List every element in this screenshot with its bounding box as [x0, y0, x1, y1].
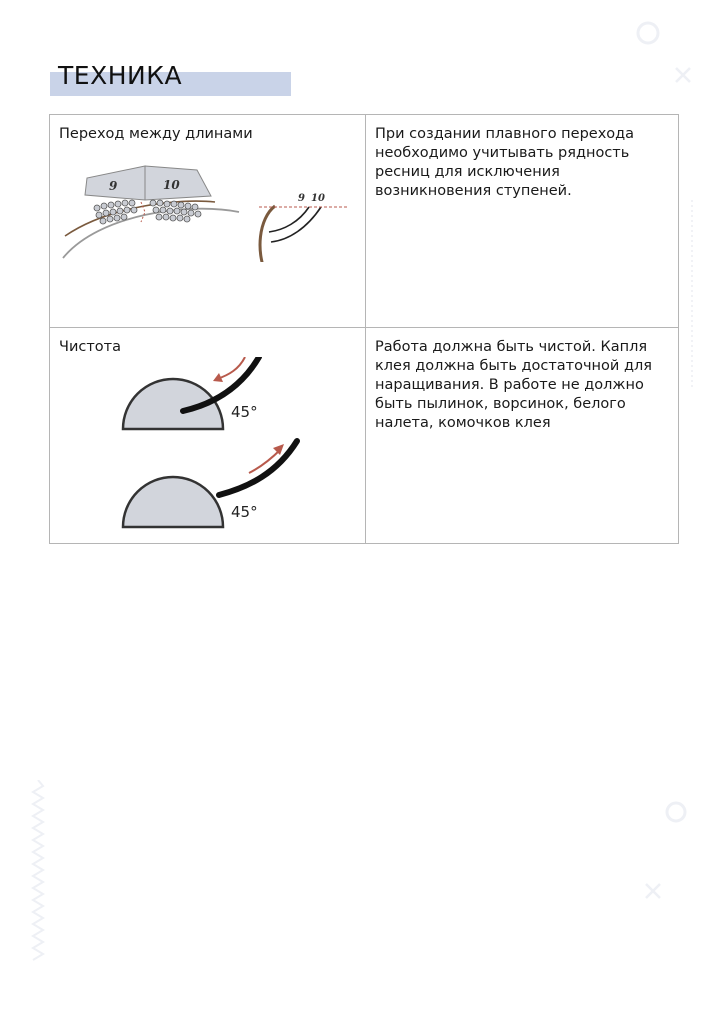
- decor-cross-bottom-icon: [644, 882, 662, 900]
- angle-label-top: 45°: [231, 403, 258, 421]
- decor-circle-top-icon: [635, 20, 661, 46]
- table-row: [50, 115, 679, 328]
- lash-label-10: 10: [311, 193, 325, 204]
- lash-label-9: 9: [298, 193, 305, 204]
- technique-description: При создании плавного перехода необходимо учитывать рядность ресниц для исключения возникновения ступеней.: [366, 115, 679, 328]
- page-title: ТЕХНИКА: [58, 61, 183, 90]
- page-header: [50, 60, 291, 100]
- technique-description: Работа должна быть чистой. Капля клея должна быть достаточной для наращивания. В работе не должно быть пылинок, ворсинок, белого налета, комочков клея: [366, 328, 679, 544]
- segment-label-10: 10: [163, 178, 180, 192]
- decor-wave-left-icon: [30, 780, 46, 965]
- technique-cell-cleanliness: [50, 328, 366, 544]
- cleanliness-illustration: [59, 357, 349, 533]
- technique-label: Переход между длинами: [59, 126, 253, 142]
- table-row: [50, 328, 679, 544]
- decor-circle-bottom-icon: [664, 800, 688, 824]
- decor-cross-top-icon: [674, 66, 692, 84]
- decor-dots-right-icon: [686, 200, 698, 390]
- technique-label: Чистота: [59, 339, 121, 355]
- segment-label-9: 9: [109, 179, 118, 193]
- technique-cell-length-transition: [50, 115, 366, 328]
- technique-table: [49, 114, 679, 544]
- length-transition-illustration: [59, 152, 349, 262]
- angle-label-bottom: 45°: [231, 503, 258, 521]
